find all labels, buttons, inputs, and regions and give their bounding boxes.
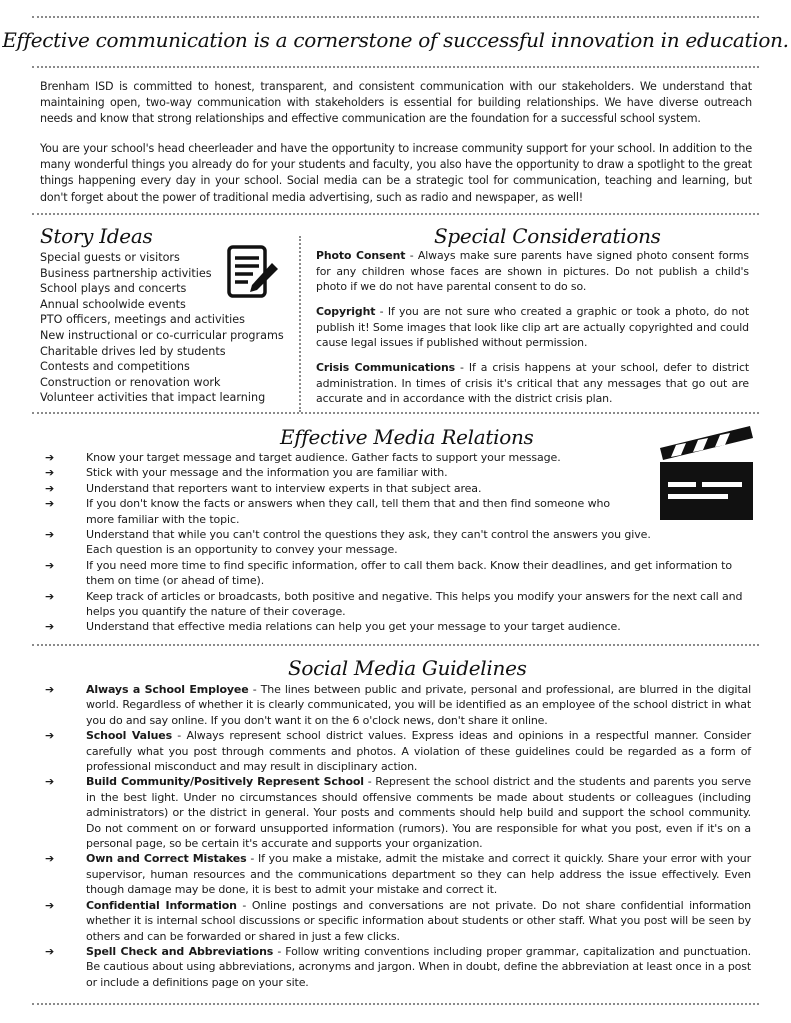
page-title: Effective communication is a cornerstone of successful innovation in education. bbox=[2, 28, 789, 52]
list-item: School plays and concerts bbox=[40, 282, 187, 296]
list-item: ➔ Understand that reporters want to interview experts in that subject area. bbox=[45, 481, 482, 495]
media-relations-list bbox=[45, 450, 750, 635]
list-item: Annual schoolwide events bbox=[40, 297, 186, 311]
copyright-paragraph: Copyright - If you are not sure who created a graphic or took a photo, do not publish it! Some images that look like clip art are actually copyrighted and could cause legal issues if published without permission. bbox=[316, 305, 749, 350]
list-item: New instructional or co-curricular programs bbox=[40, 328, 284, 342]
story-ideas-heading: Story Ideas bbox=[40, 224, 153, 248]
list-item: ➔ Understand that while you can't control the questions they ask, they can't control the answers you give. Each question is an opportunity to convey your message. bbox=[45, 528, 651, 557]
divider-intro bbox=[32, 213, 759, 215]
list-item: ➔ Spell Check and Abbreviations - Follow writing conventions including proper grammar, capitalization and punctuation. Be cautious about using abbreviations, acronyms and jargon. When in doubt, define the abbreviation at least once in a post or include a definitions page on your site. bbox=[45, 944, 751, 989]
list-item: ➔ Keep track of articles or broadcasts, both positive and negative. This helps you modify your answers for the next call and helps you quantify the nature of their coverage. bbox=[45, 589, 743, 619]
list-item: ➔ Confidential Information - Online postings and conversations are not private. Do not share confidential information whether it is internal school discussions or specific information about students or other staff. What you post will be seen by others and can be forwarded or shared in just a few clicks. bbox=[45, 898, 751, 943]
list-item: ➔ Always a School Employee - The lines between public and private, personal and professional, are blurred in the digital world. Regardless of whether it is clearly communicated, you will be identified as an employee of the school district in what you do and say online. If you don't want it on the 6 o'clock news, don't share it online. bbox=[45, 683, 751, 727]
list-item: ➔ Own and Correct Mistakes - If you make a mistake, admit the mistake and correct it quickly. Share your error with your supervisor, human resources and the communications department so they can help address the issue effectively. Even though damage may be done, it is best to admit your mistake and correct it. bbox=[45, 852, 751, 897]
list-item: Charitable drives led by students bbox=[40, 344, 226, 358]
list-item: ➔ Know your target message and target audience. Gather facts to support your message. bbox=[45, 451, 561, 464]
arrow-icon: ➔ bbox=[45, 898, 55, 912]
column-divider bbox=[299, 236, 301, 412]
list-item: Contests and competitions bbox=[40, 360, 190, 374]
arrow-icon: ➔ bbox=[45, 528, 55, 542]
crisis-communications-paragraph: Crisis Communications - If a crisis happens at your school, defer to district administration. In times of crisis it's critical that any messages that go out are accurate and in accordance with the district crisis plan. bbox=[316, 361, 750, 406]
photo-consent-paragraph: Photo Consent - Always make sure parents have signed photo consent forms for any children whose faces are shown in pictures. Do not publish a child's photo if we do not have parental consent to do so. bbox=[316, 249, 750, 294]
arrow-icon: ➔ bbox=[45, 589, 55, 603]
list-item: ➔ Build Community/Positively Represent School - Represent the school district and the students and parents you serve in the best light. Under no circumstances should offensive comments be made about students or colleagues (including administrators) or the district in general. Your posts and comments should help build and support the school community. Do not comment on or forward unsupported information (rumors). You are responsible for what you post, even if it's on a personal page, so be certain it's accurate and supports your organization. bbox=[45, 775, 752, 851]
list-item: Construction or renovation work bbox=[40, 375, 221, 389]
list-item: Business partnership activities bbox=[40, 266, 212, 280]
arrow-icon: ➔ bbox=[45, 620, 55, 634]
arrow-icon: ➔ bbox=[45, 558, 55, 572]
arrow-icon: ➔ bbox=[45, 683, 55, 696]
media-relations-heading: Effective Media Relations bbox=[280, 425, 534, 449]
crisis-communications-title: Crisis Communications bbox=[316, 361, 456, 374]
list-item: ➔ If you need more time to find specific information, offer to call them back. Know their deadlines, and get information to them on time (or ahead of time). bbox=[45, 558, 732, 588]
intro-paragraph-1: Brenham ISD is committed to honest, transparent, and consistent communication with our stakeholders. We understand that maintaining open, two-way communication with stakeholders is essential for building relationships. We have diverse outreach needs and know that strong relationships and effective communication are the foundation for a successful school system. bbox=[40, 80, 752, 126]
list-item: ➔ Stick with your message and the information you are familiar with. bbox=[45, 466, 448, 480]
divider-top bbox=[32, 16, 759, 18]
arrow-icon: ➔ bbox=[45, 944, 55, 958]
arrow-icon: ➔ bbox=[45, 775, 55, 789]
notepad-pen-icon bbox=[226, 243, 280, 301]
copyright-title: Copyright bbox=[316, 305, 376, 318]
divider-media bbox=[32, 644, 759, 646]
list-item: Special guests or visitors bbox=[40, 251, 180, 264]
list-item: ➔ If you don't know the facts or answers when they call, tell them that and then find someone who more familiar with the topic. bbox=[45, 497, 611, 526]
social-media-list bbox=[45, 682, 751, 990]
arrow-icon: ➔ bbox=[45, 466, 55, 480]
list-item: Volunteer activities that impact learning bbox=[40, 391, 266, 405]
list-item: ➔ School Values - Always represent school district values. Express ideas and opinions in a respectful manner. Consider carefully what you post through comments and photos. A violation of these guidelines could be regarded as a form of professional misconduct and may result in disciplinary action. bbox=[45, 729, 751, 774]
arrow-icon: ➔ bbox=[45, 481, 55, 495]
arrow-icon: ➔ bbox=[45, 729, 55, 743]
arrow-icon: ➔ bbox=[45, 852, 55, 866]
arrow-icon: ➔ bbox=[45, 451, 55, 464]
divider-bottom bbox=[32, 1003, 759, 1005]
intro-paragraph-2: You are your school's head cheerleader and have the opportunity to increase community support for your school. In addition to the many wonderful things you already do for your students and faculty, you also have the opportunity to draw a spotlight to the great things happening every day in your school. Social media can be a strategic tool for communication, teaching and learning, but don't forget about the power of traditional media advertising, such as radio and newspaper, as well! bbox=[40, 142, 752, 204]
list-item: ➔ Understand that effective media relations can help you get your message to your target audience. bbox=[45, 620, 621, 634]
social-media-heading: Social Media Guidelines bbox=[288, 656, 527, 680]
photo-consent-title: Photo Consent bbox=[316, 249, 406, 262]
arrow-icon: ➔ bbox=[45, 497, 55, 511]
divider-special bbox=[32, 412, 759, 414]
divider-title bbox=[32, 66, 759, 68]
special-considerations-heading: Special Considerations bbox=[434, 224, 661, 248]
list-item: PTO officers, meetings and activities bbox=[40, 313, 245, 327]
